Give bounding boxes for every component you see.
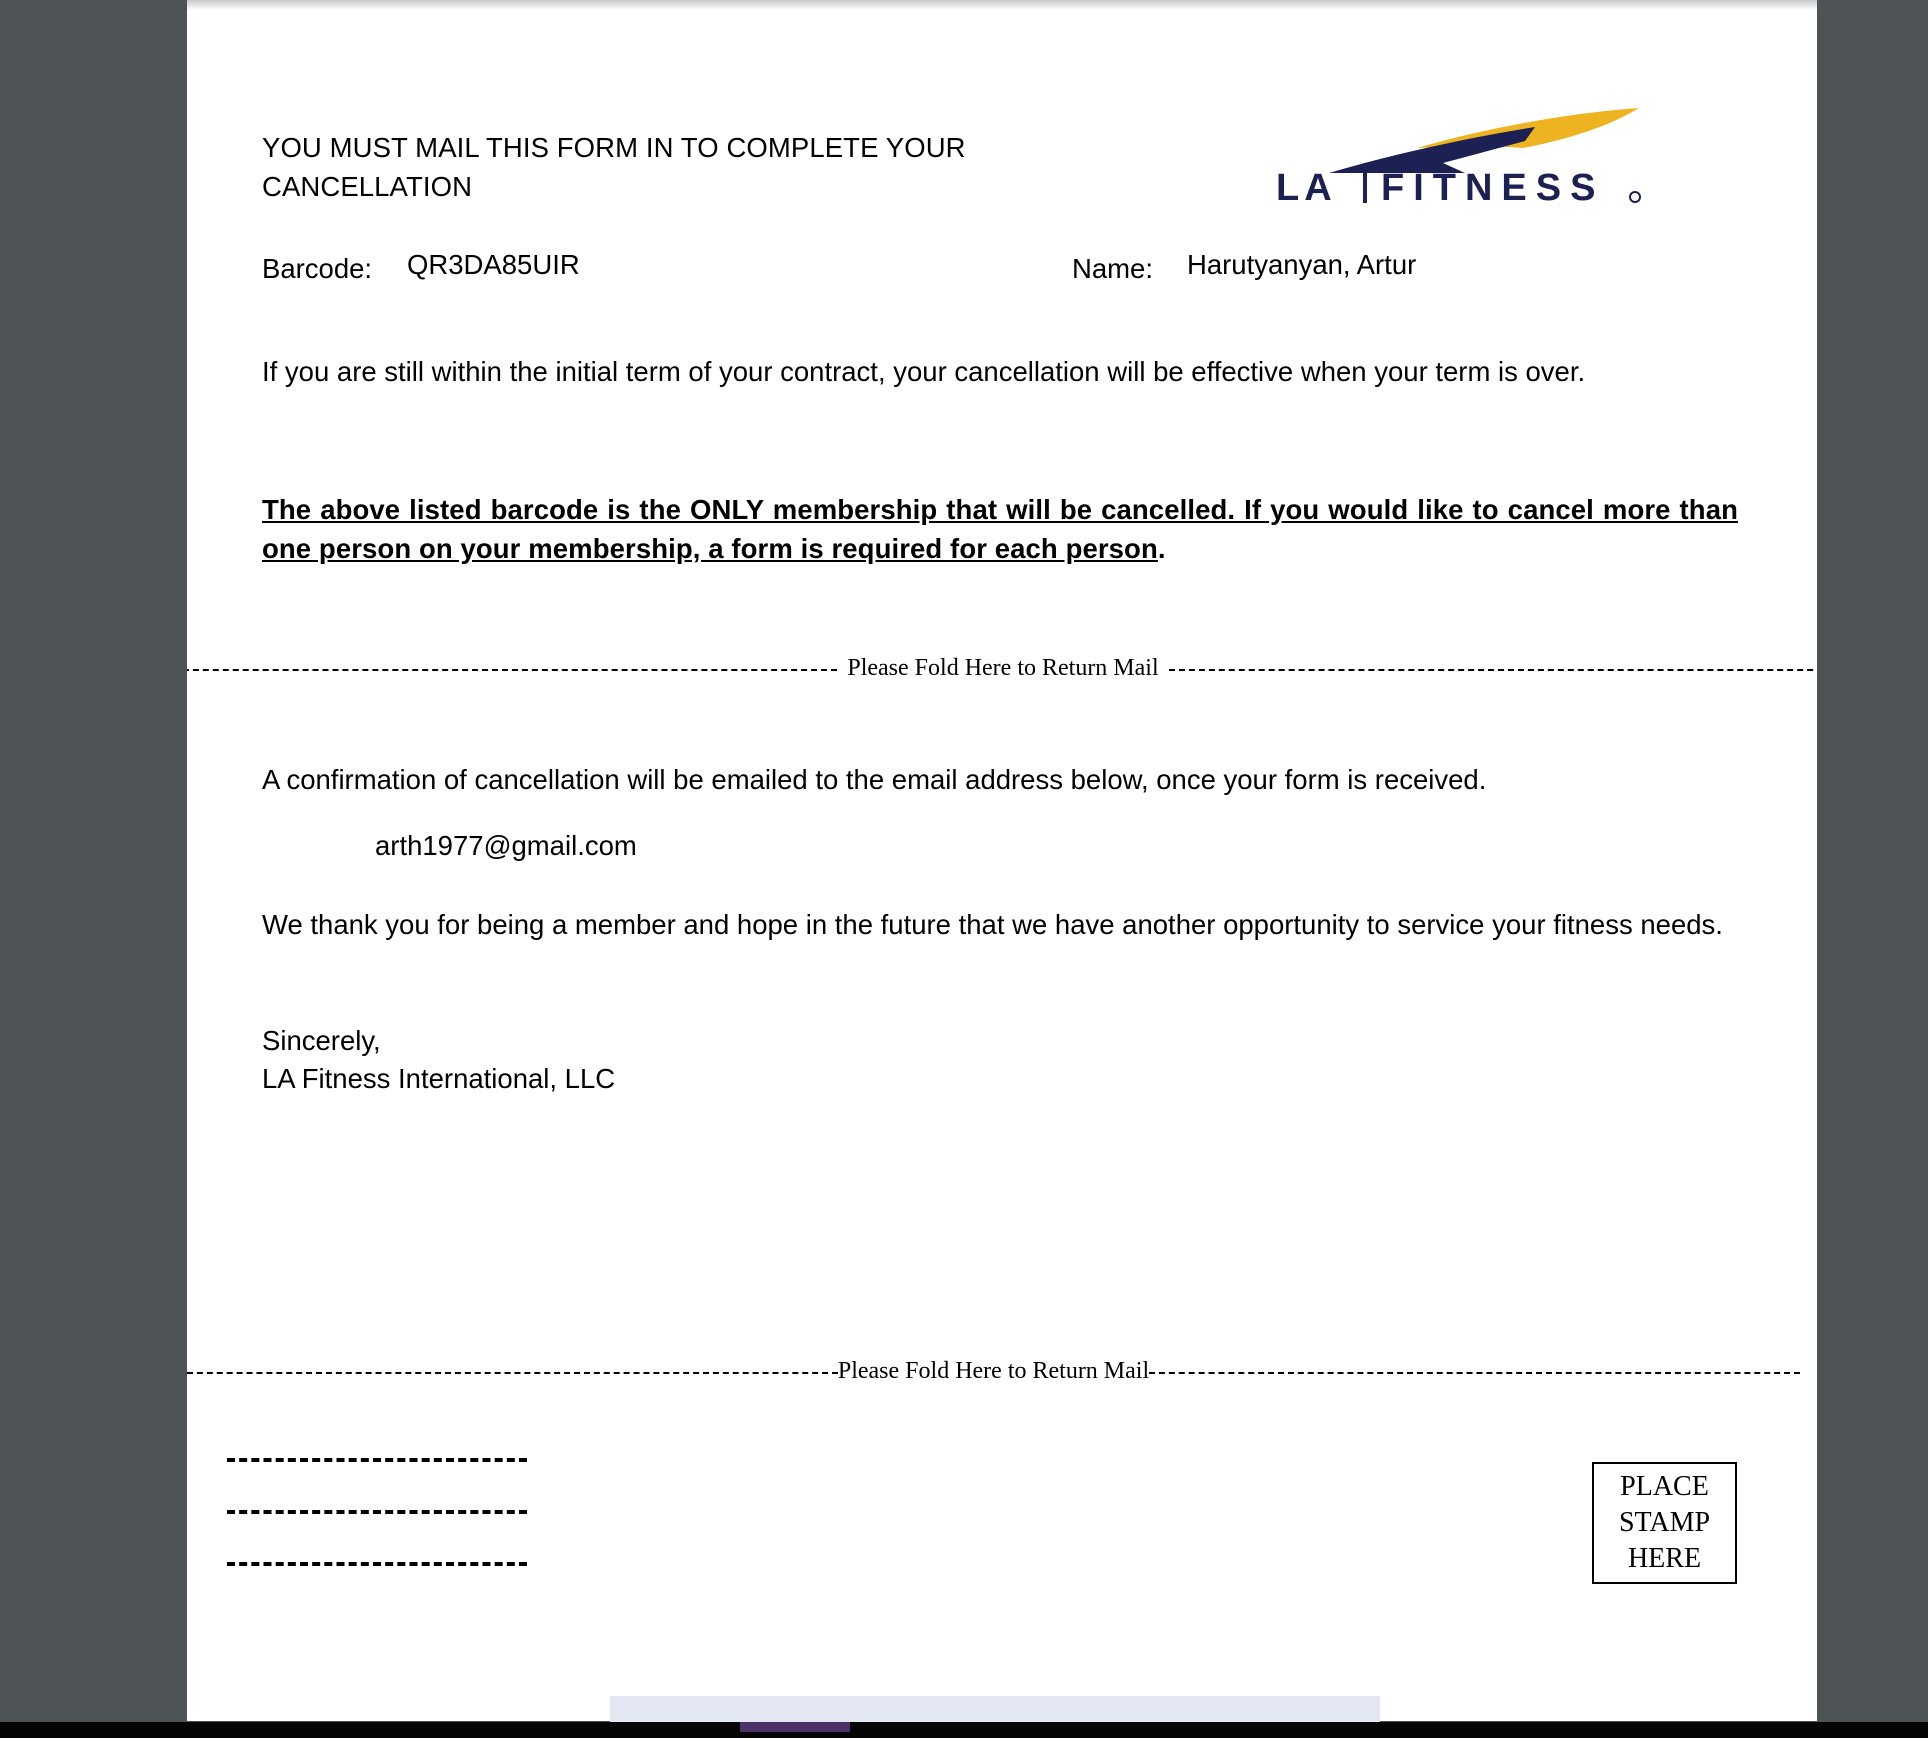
intro-paragraph: If you are still within the initial term of your contract, your cancellation will be effective when your term is over. xyxy=(262,356,1586,387)
emphasis-paragraph xyxy=(262,490,1738,568)
fold-dash-right xyxy=(1149,1372,1800,1374)
fold-line-bottom xyxy=(187,1358,1800,1385)
fold-dash-right xyxy=(1169,669,1817,671)
emphasis-underlined-text: The above listed barcode is the ONLY membership that will be cancelled. If you would like to cancel more than one person on your membership, a form is required for each person xyxy=(262,494,1738,564)
emphasis-trailing-period: . xyxy=(1157,533,1166,564)
email-address: arth1977@gmail.com xyxy=(375,830,637,861)
la-fitness-logo xyxy=(1267,105,1649,205)
thanks-paragraph: We thank you for being a member and hope in the future that we have another opportunity to service your fitness needs. xyxy=(262,909,1723,940)
document-header xyxy=(187,0,1817,205)
place-stamp-here-box xyxy=(1592,1462,1737,1584)
signature-company: LA Fitness International, LLC xyxy=(262,1063,616,1094)
fold-line-top-label: Please Fold Here to Return Mail xyxy=(847,655,1159,681)
signature-block xyxy=(262,1022,615,1098)
bottom-accent-strip xyxy=(740,1722,850,1732)
name-value: Harutyanyan, Artur xyxy=(1187,249,1417,280)
stamp-line-2: STAMP xyxy=(1618,1507,1711,1538)
fold-dash-left xyxy=(187,1372,838,1374)
barcode-value: QR3DA85UIR xyxy=(407,249,580,280)
svg-text:FITNESS: FITNESS xyxy=(1381,167,1605,205)
bottom-screen-strip xyxy=(0,1722,1928,1738)
barcode-label: Barcode: xyxy=(262,253,373,284)
member-identity-row xyxy=(262,245,1742,289)
return-address-lines xyxy=(227,1458,527,1614)
address-line-3 xyxy=(227,1562,527,1566)
name-label: Name: xyxy=(1072,253,1153,284)
fold-line-top xyxy=(187,655,1817,682)
stamp-line-3: HERE xyxy=(1627,1543,1702,1574)
confirmation-paragraph: A confirmation of cancellation will be emailed to the email address below, once your form is received. xyxy=(262,764,1487,795)
fold-dash-left xyxy=(187,669,837,671)
bottom-overlay-panel xyxy=(610,1696,1380,1722)
svg-text:LA: LA xyxy=(1276,167,1337,205)
document-page xyxy=(187,0,1817,1721)
address-line-1 xyxy=(227,1458,527,1462)
page-title: YOU MUST MAIL THIS FORM IN TO COMPLETE YOUR CANCELLATION xyxy=(262,132,966,202)
signature-closing: Sincerely, xyxy=(262,1025,381,1056)
address-line-2 xyxy=(227,1510,527,1514)
fold-line-bottom-label: Please Fold Here to Return Mail xyxy=(837,1358,1150,1384)
stamp-line-1: PLACE xyxy=(1620,1471,1709,1502)
